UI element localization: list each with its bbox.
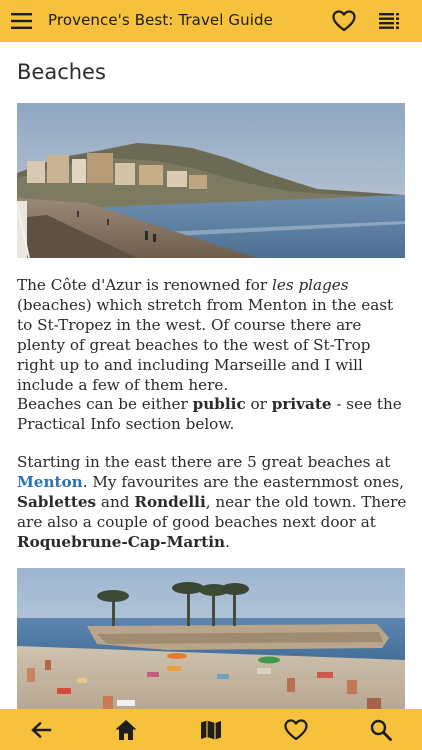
app-bar (0, 0, 422, 42)
app-title: Provence's Best: Travel Guide (48, 11, 273, 29)
beach-photo-menton (17, 568, 405, 709)
article-content[interactable] (0, 42, 422, 709)
map-icon[interactable] (198, 717, 224, 743)
public-term: public (192, 395, 246, 413)
les-plages-term: les plages (271, 276, 349, 294)
hamburger-menu-icon[interactable] (10, 10, 34, 32)
intro-paragraph: The Côte d'Azur is renowned for les plages (beaches) which stretch from Menton in the east to St-Tropez in the west. Of course there are plenty of great beaches to the west of St-Trop right up to and including Marseille and I will include a few of them here. (17, 276, 394, 394)
bottom-nav-bar (0, 709, 422, 750)
back-arrow-icon[interactable] (28, 717, 54, 743)
heart-icon[interactable] (283, 717, 309, 743)
rondelli-term: Rondelli (134, 493, 206, 511)
list-icon[interactable] (378, 10, 402, 32)
menton-link[interactable]: Menton (17, 473, 83, 491)
search-icon[interactable] (368, 717, 394, 743)
home-icon[interactable] (113, 717, 139, 743)
beach-types-paragraph: Beaches can be either public or private - see the Practical Info section below. (17, 395, 402, 433)
page-title: Beaches (17, 60, 106, 84)
menton-paragraph: Starting in the east there are 5 great beaches at Menton. My favourites are the easternmost ones, Sablettes and Rondelli, near the old town. There are also a couple of good beaches next door at Roquebrune-Cap-Martin. (17, 453, 407, 551)
heart-outline-icon[interactable] (331, 8, 357, 34)
roquebrune-term: Roquebrune-Cap-Martin (17, 533, 226, 551)
beach-photo-coastline (17, 103, 405, 258)
sablettes-term: Sablettes (17, 493, 97, 511)
private-term: private (271, 395, 332, 413)
